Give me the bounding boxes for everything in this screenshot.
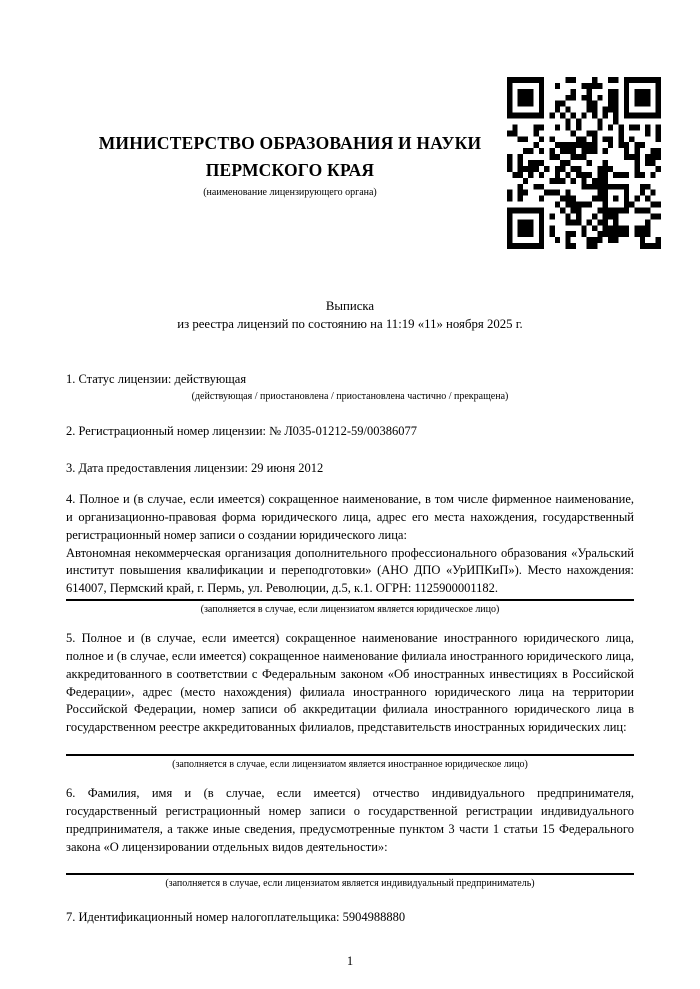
registration-number-text: 2. Регистрационный номер лицензии: № Л035-01212-59/00386077 (66, 423, 417, 438)
foreign-entity-caption: (заполняется в случае, если лицензиатом является иностранное юридическое лицо) (172, 758, 528, 770)
item-license-status (66, 371, 634, 404)
items-list (66, 371, 634, 927)
item-foreign-entity (66, 630, 634, 771)
ministry-name-line2: ПЕРМСКОГО КРАЯ (205, 160, 375, 181)
taxpayer-number-text: 7. Идентификационный номер налогоплательщика: 5904988880 (66, 909, 406, 924)
legal-entity-value: Автономная некоммерческая организация дополнительного профессионального образования «Уральский институт повышения квалификации и переподготовки» (АНО ДПО «УрИПКиП»). Место нахождения: 614007, Пермский край, г. Пермь, ул. Революции, д.5, к.1. ОГРН: 1125900001182. (66, 545, 634, 601)
individual-entrepreneur-caption: (заполняется в случае, если лицензиатом является индивидуальный предприниматель) (165, 878, 535, 890)
item-license-date (66, 460, 634, 478)
ministry-name-line1: МИНИСТЕРСТВО ОБРАЗОВАНИЯ И НАУКИ (98, 133, 482, 153)
legal-entity-label: 4. Полное и (в случае, если имеется) сокращенное наименование, в том числе фирменное наименование, и организационно-правовая форма юридического лица, адрес его места нахождения, государственный регистрационный номер записи о создании юридического лица: (66, 492, 634, 542)
individual-entrepreneur-label: 6. Фамилия, имя и (в случае, если имеется) отчество индивидуального предпринимателя, государственный регистрационный номер записи о государственной регистрации индивидуального предпринимателя, а также иные сведения, предусмотренные пунктом 3 части 1 статьи 15 Федерального закона «О лицензировании отдельных видов деятельности»: (66, 786, 634, 854)
foreign-entity-label: 5. Полное и (в случае, если имеется) сокращенное наименование иностранного юридического лица, полное и (в случае, если имеется) сокращенное наименование филиала иностранного юридического лица, аккредитованного в соответствии с Федеральным законом «Об иностранных инвестициях в Российской Федерации», адрес (место нахождения) филиала иностранного юридического лица на территории Российской Федерации, номер записи об аккредитации филиала иностранного юридического лица в государственном реестре аккредитованных филиалов, представительств иностранных юридических лиц: (66, 631, 634, 735)
license-status-text: 1. Статус лицензии: действующая (66, 371, 247, 386)
item-registration-number (66, 423, 634, 441)
item-taxpayer-number (66, 909, 634, 927)
licensing-authority-header (66, 0, 514, 198)
qr-code (507, 77, 661, 249)
individual-entrepreneur-blank-field (66, 864, 634, 875)
document-title-line1: Выписка (325, 299, 375, 314)
foreign-entity-blank-field (66, 745, 634, 756)
document-title (66, 298, 634, 333)
item-individual-entrepreneur (66, 785, 634, 891)
license-date-text: 3. Дата предоставления лицензии: 29 июня 2012 (66, 460, 324, 475)
license-status-caption: (действующая / приостановлена / приостановлена частично / прекращена) (191, 391, 509, 403)
document-title-line2: из реестра лицензий по состоянию на 11:19 «11» ноября 2025 г. (177, 316, 523, 331)
item-legal-entity (66, 491, 634, 616)
ministry-name (66, 130, 514, 184)
ministry-caption: (наименование лицензирующего органа) (203, 187, 377, 199)
legal-entity-caption: (заполняется в случае, если лицензиатом является юридическое лицо) (200, 603, 500, 615)
page-number: 1 (346, 953, 354, 968)
